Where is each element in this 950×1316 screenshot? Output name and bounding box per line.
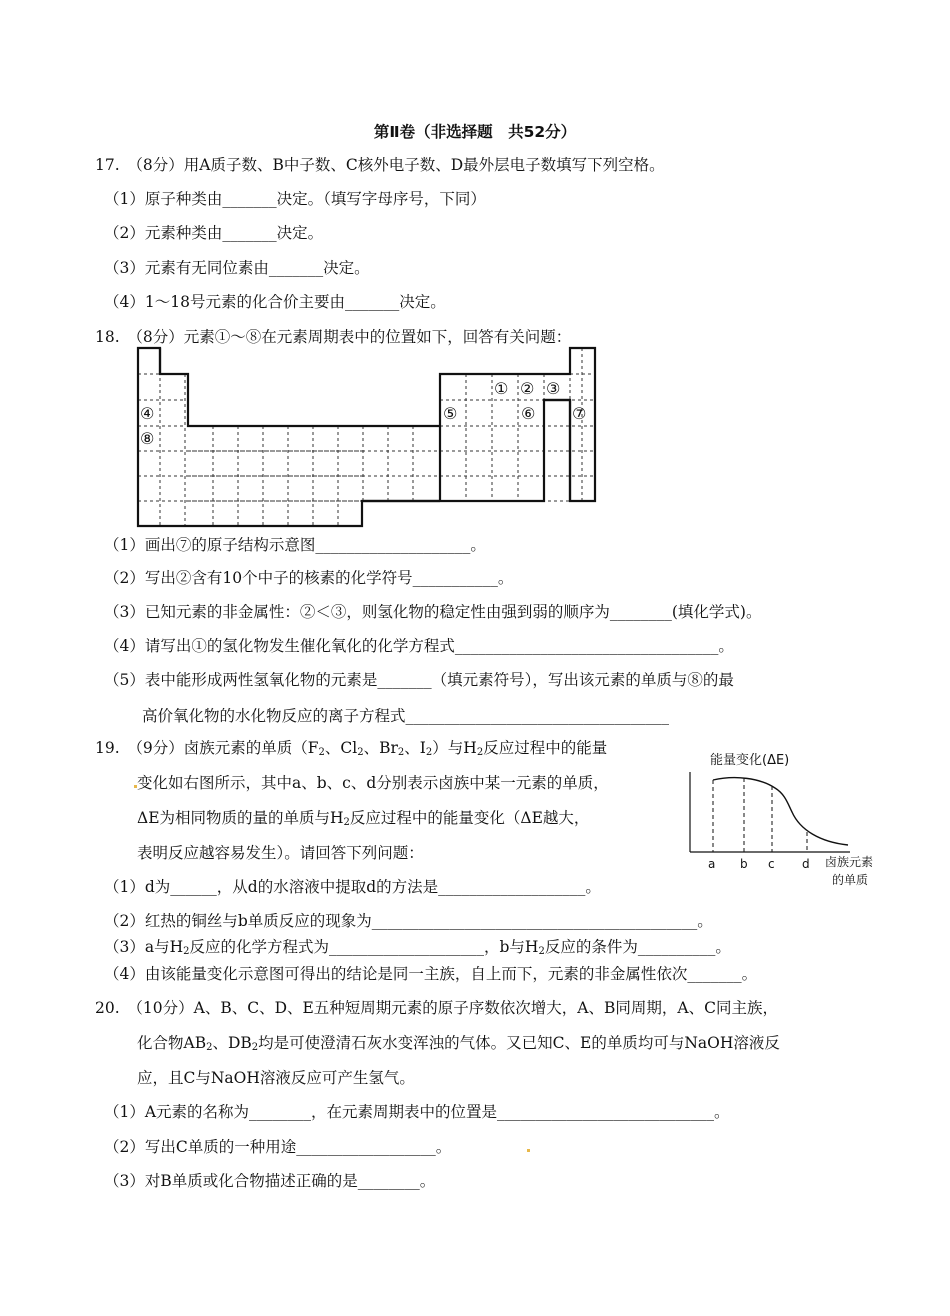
q19-stem-line1: 19. （9分）卤族元素的单质（$F_2$、$Cl_2$、$Br_2$、$I_2$）与$H_2$反应过程中的能量 bbox=[95, 739, 608, 758]
q20-part2: （2）写出C单质的一种用途__________________。 bbox=[104, 1138, 452, 1156]
q20-part1: （1）A元素的名称为________，在元素周期表中的位置是____________________________。 bbox=[104, 1103, 730, 1121]
q20-part3: （3）对B单质或化合物描述正确的是________。 bbox=[104, 1172, 436, 1190]
element-4-label: ④ bbox=[140, 404, 155, 423]
q18-part4: （4）请写出①的氢化物发生催化氧化的化学方程式__________________________________。 bbox=[104, 637, 734, 655]
chart-xlabel-2: 的单质 bbox=[832, 873, 869, 887]
element-2-label: ② bbox=[520, 379, 535, 398]
element-3-label: ③ bbox=[546, 379, 561, 398]
decorative-dot bbox=[134, 785, 137, 788]
tick-d: d bbox=[802, 857, 810, 871]
q17-part2: （2）元素种类由_______决定。 bbox=[104, 224, 324, 242]
energy-change-chart bbox=[680, 742, 900, 892]
q19-stem-line4: 表明反应越容易发生）。请回答下列问题： bbox=[137, 844, 424, 862]
tick-b: b bbox=[740, 857, 748, 871]
q19-part1: （1）d为______，从d的水溶液中提取d的方法是___________________。 bbox=[104, 878, 601, 896]
q19-part2: （2）红热的铜丝与b单质反应的现象为__________________________________________。 bbox=[104, 912, 713, 930]
q18-part3: （3）已知元素的非金属性：②＜③，则氢化物的稳定性由强到弱的顺序为________(填化学式)。 bbox=[104, 603, 762, 621]
element-6-label: ⑥ bbox=[521, 404, 536, 423]
chart-xlabel-1: 卤族元素 bbox=[825, 855, 874, 869]
element-7-label: ⑦ bbox=[572, 404, 587, 423]
q18-part2: （2）写出②含有10个中子的核素的化学符号___________。 bbox=[104, 569, 514, 587]
q19-stem-line2: 变化如右图所示，其中a、b、c、d分别表示卤族中某一元素的单质， bbox=[137, 774, 609, 792]
q19-part4: （4）由该能量变化示意图可得出的结论是同一主族，自上而下，元素的非金属性依次_______。 bbox=[104, 965, 758, 983]
q20-stem-line2: 化合物$AB_2$、$DB_2$均是可使澄清石灰水变浑浊的气体。又已知C、E的单质均可与NaOH溶液反 bbox=[137, 1034, 780, 1053]
section-title: 第Ⅱ卷（非选择题 共52分） bbox=[373, 123, 577, 141]
q18-part5a: （5）表中能形成两性氢氧化物的元素是_______（填元素符号），写出该元素的单质与⑧的最 bbox=[104, 671, 734, 689]
tick-a: a bbox=[708, 857, 716, 871]
q17-part4: （4）1～18号元素的化合价主要由_______决定。 bbox=[104, 293, 446, 311]
q18-part5b: 高价氧化物的水化物反应的离子方程式__________________________________ bbox=[142, 707, 670, 725]
q20-stem-line3: 应，且C与NaOH溶液反应可产生氢气。 bbox=[137, 1069, 415, 1087]
q17-part3: （3）元素有无同位素由_______决定。 bbox=[104, 259, 370, 277]
q20-stem-line1: 20. （10分）A、B、C、D、E五种短周期元素的原子序数依次增大，A、B同周期，A、C同主族， bbox=[95, 999, 778, 1017]
q19-stem-line3: ΔE为相同物质的量的单质与$H_2$反应过程中的能量变化（ΔE越大， bbox=[137, 809, 590, 828]
q17-stem: 17. （8分）用A质子数、B中子数、C核外电子数、D最外层电子数填写下列空格。 bbox=[95, 156, 665, 174]
periodic-table-diagram bbox=[130, 344, 600, 534]
q19-part3: （3）a与$H_2$反应的化学方程式为____________________，b与$H_2$反应的条件为__________。 bbox=[104, 938, 731, 957]
q18-stem: 18. （8分）元素①～⑧在元素周期表中的位置如下，回答有关问题： bbox=[95, 328, 572, 346]
tick-c: c bbox=[768, 857, 775, 871]
decorative-dot bbox=[527, 1149, 530, 1152]
energy-curve bbox=[713, 778, 848, 845]
element-5-label: ⑤ bbox=[443, 404, 458, 423]
q17-part1: （1）原子种类由_______决定。（填写字母序号，下同） bbox=[104, 190, 486, 208]
chart-ylabel: 能量变化(ΔE) bbox=[710, 753, 790, 768]
q18-part1: （1）画出⑦的原子结构示意图____________________。 bbox=[104, 536, 486, 554]
element-8-label: ⑧ bbox=[140, 429, 155, 448]
element-1-label: ① bbox=[494, 379, 509, 398]
